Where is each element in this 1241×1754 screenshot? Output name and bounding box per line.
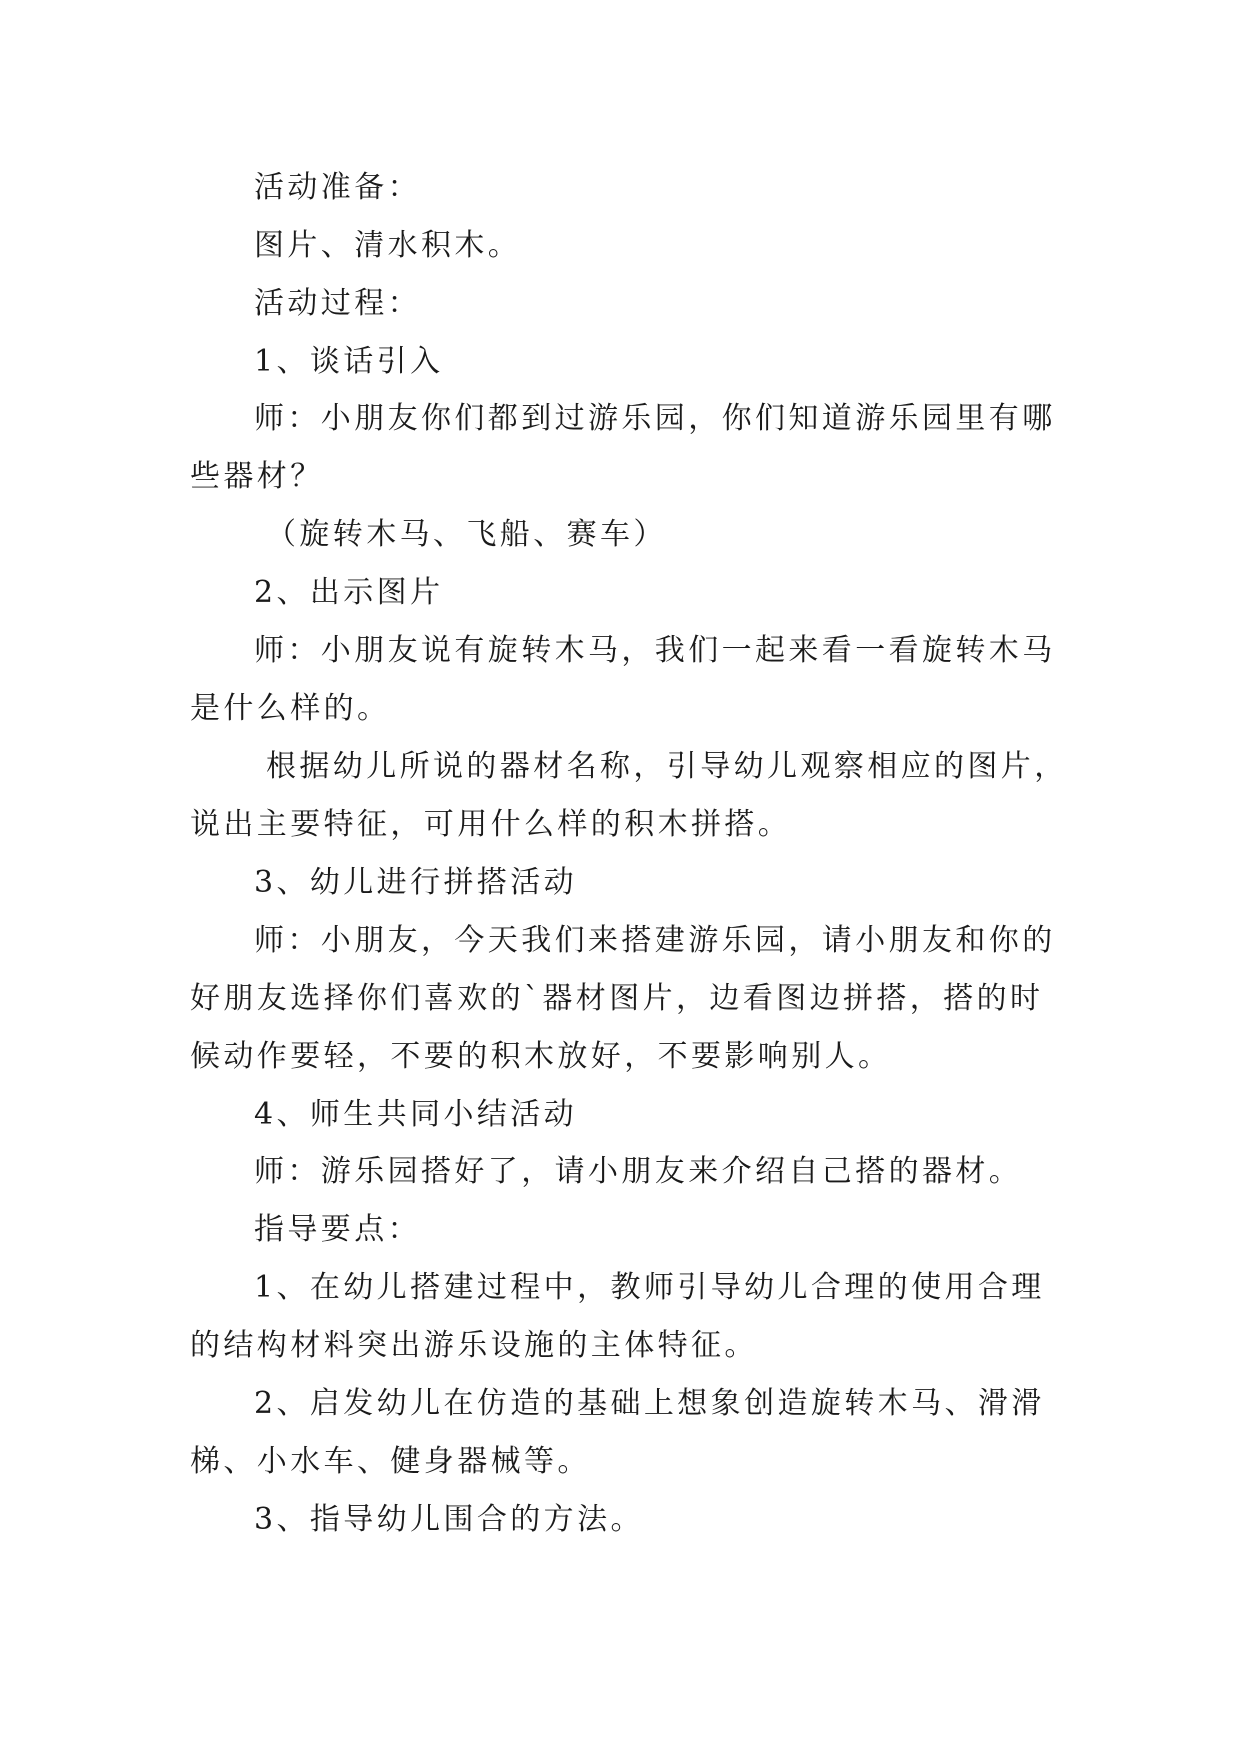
paragraph-line: （旋转木马、飞船、赛车） — [266, 517, 667, 552]
heading-activity-process: 活动过程： — [254, 286, 421, 321]
paragraph-line: 师：小朋友你们都到过游乐园，你们知道游乐园里有哪 — [254, 401, 1056, 436]
step-4-title: 4、师生共同小结活动 — [254, 1097, 578, 1132]
paragraph-line: 梯、小水车、健身器械等。 — [190, 1444, 591, 1479]
paragraph-line: 根据幼儿所说的器材名称，引导幼儿观察相应的图片， — [266, 749, 1068, 784]
step-3-title: 3、幼儿进行拼搭活动 — [254, 865, 578, 900]
paragraph-line: 师：小朋友，今天我们来搭建游乐园，请小朋友和你的 — [254, 923, 1056, 958]
paragraph-line: 2、启发幼儿在仿造的基础上想象创造旋转木马、滑滑 — [254, 1386, 1045, 1421]
heading-guidance-points: 指导要点： — [254, 1212, 421, 1247]
paragraph-line: 是什么样的。 — [190, 691, 391, 726]
paragraph-line: 说出主要特征，可用什么样的积木拼搭。 — [190, 807, 792, 842]
paragraph-line: 师：小朋友说有旋转木马，我们一起来看一看旋转木马 — [254, 633, 1056, 668]
paragraph-materials: 图片、清水积木。 — [254, 228, 522, 263]
paragraph-line: 候动作要轻，不要的积木放好，不要影响别人。 — [190, 1039, 892, 1074]
paragraph-line: 师：游乐园搭好了，请小朋友来介绍自己搭的器材。 — [254, 1154, 1023, 1189]
paragraph-line: 1、在幼儿搭建过程中，教师引导幼儿合理的使用合理 — [254, 1270, 1045, 1305]
paragraph-line: 的结构材料突出游乐设施的主体特征。 — [190, 1328, 758, 1363]
heading-activity-preparation: 活动准备： — [254, 170, 421, 205]
paragraph-line: 3、指导幼儿围合的方法。 — [254, 1502, 644, 1537]
paragraph-line: 好朋友选择你们喜欢的`器材图片，边看图边拼搭，搭的时 — [190, 981, 1044, 1016]
paragraph-line: 些器材？ — [190, 459, 324, 494]
step-2-title: 2、出示图片 — [254, 575, 444, 610]
step-1-title: 1、谈话引入 — [254, 344, 444, 379]
